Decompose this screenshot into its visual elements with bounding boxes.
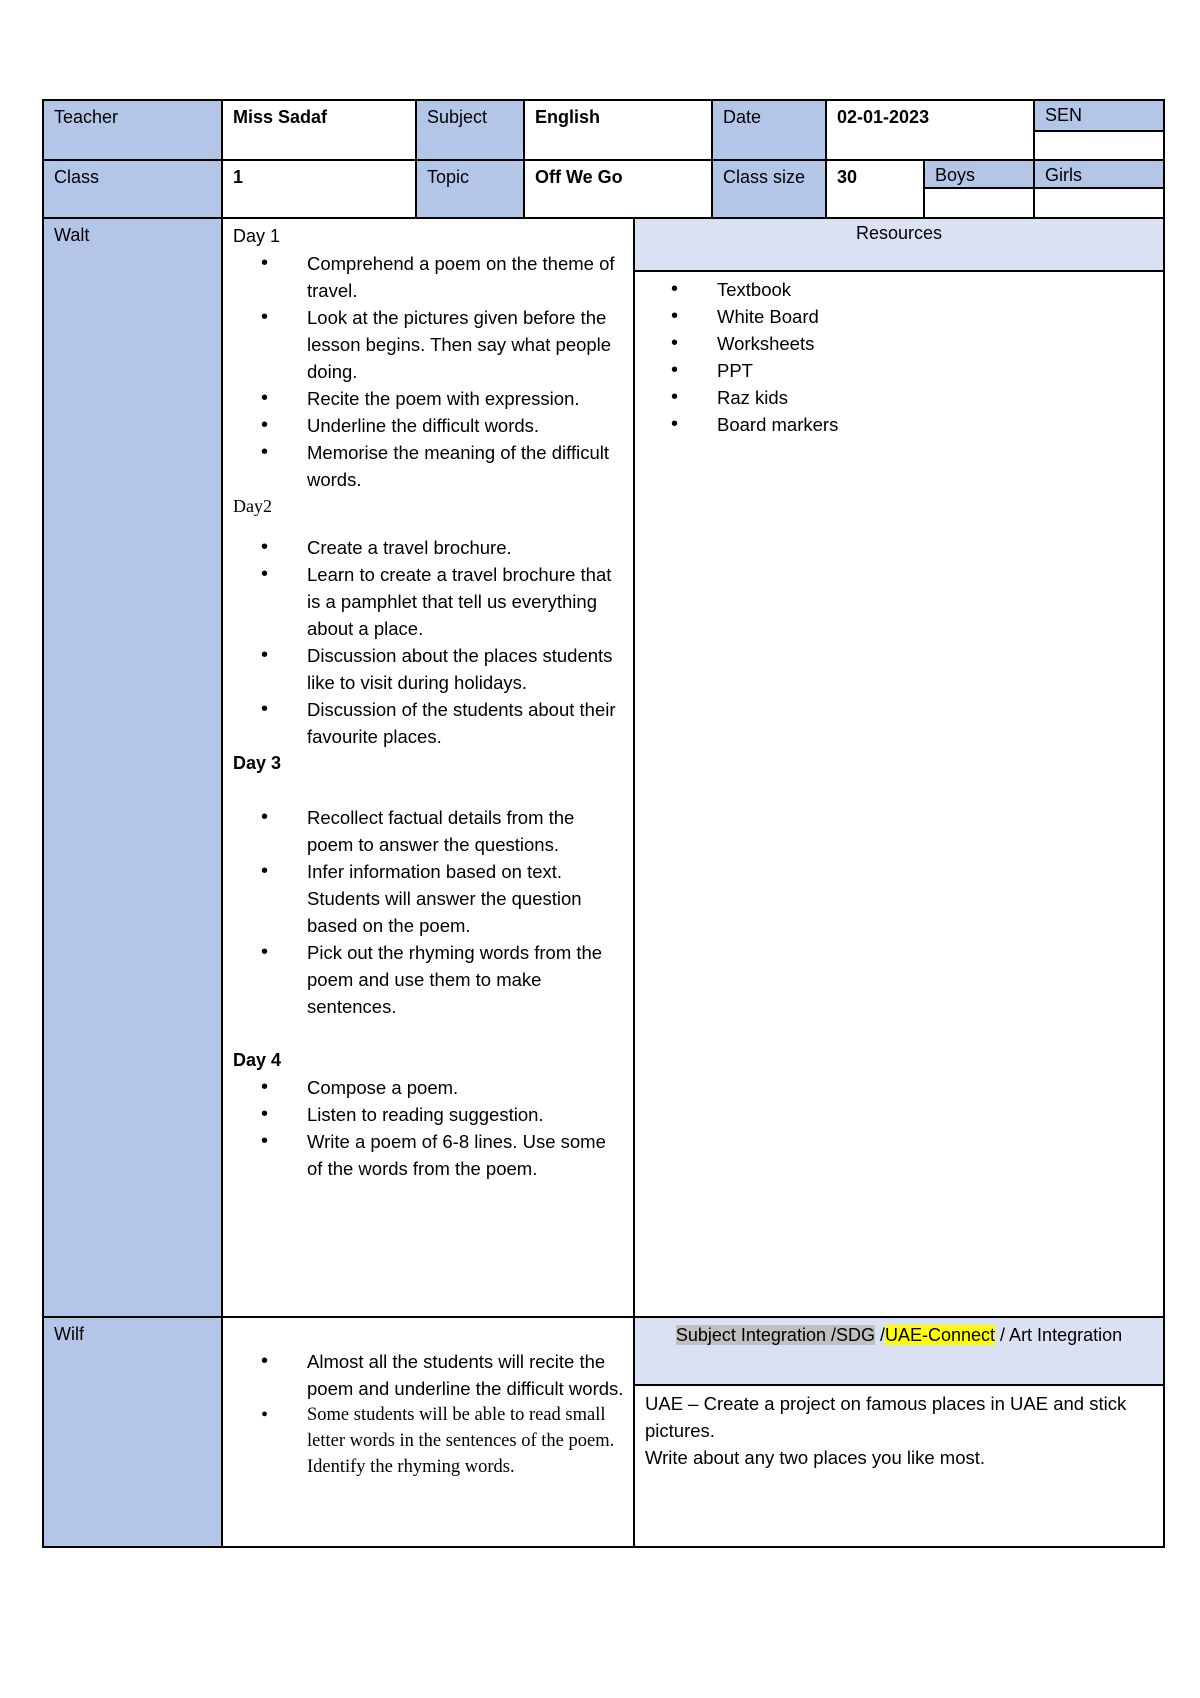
list-item: • Underline the difficult words.: [307, 412, 625, 439]
wilf-list: [233, 1348, 625, 1480]
boys-value: [923, 187, 1035, 219]
class-value: 1: [221, 159, 417, 219]
integration-line-1: UAE – Create a project on famous places in UAE and stick pictures.: [645, 1393, 1127, 1441]
date-value: 02-01-2023: [825, 99, 1035, 161]
list-item: • Pick out the rhyming words from the poem and use them to make sentences.: [307, 939, 625, 1020]
list-item: • Look at the pictures given before the lesson begins. Then say what people doing.: [307, 304, 625, 385]
subject-value: English: [523, 99, 713, 161]
uae-connect-text: UAE-Connect: [884, 1325, 996, 1345]
date-label: Date: [711, 99, 827, 161]
list-item: • Listen to reading suggestion.: [307, 1101, 625, 1128]
list-item: • Comprehend a poem on the theme of travel.: [307, 250, 625, 304]
day2-title: Day2: [233, 496, 272, 516]
list-item: • PPT: [717, 357, 1155, 384]
class-size-label: Class size: [711, 159, 827, 219]
girls-value: [1033, 187, 1165, 219]
integration-header: [633, 1316, 1165, 1386]
list-item: • Recollect factual details from the poem to answer the questions.: [307, 804, 625, 858]
day2-list: [233, 534, 625, 750]
resources-content: [633, 270, 1165, 1318]
day3-title: Day 3: [233, 753, 282, 773]
list-item: • Create a travel brochure.: [307, 534, 625, 561]
list-item: • Infer information based on text. Students will answer the question based on the poem.: [307, 858, 625, 939]
day1-title: Day 1: [233, 226, 281, 246]
list-item: • Write a poem of 6-8 lines. Use some of the words from the poem.: [307, 1128, 625, 1182]
wilf-label: Wilf: [42, 1316, 223, 1548]
walt-label: Walt: [42, 217, 223, 1318]
day4-list: [233, 1074, 625, 1182]
day4-title: Day 4: [233, 1050, 282, 1070]
teacher-label: Teacher: [42, 99, 223, 161]
separator-text: /: [874, 1325, 885, 1345]
subject-label: Subject: [415, 99, 525, 161]
resources-header: Resources: [633, 217, 1165, 272]
list-item: • Discussion about the places students like to visit during holidays.: [307, 642, 625, 696]
day1-list: [233, 250, 625, 493]
walt-content: [221, 217, 635, 1318]
girls-label: Girls: [1033, 159, 1165, 189]
integration-content: [633, 1384, 1165, 1548]
list-item: • Some students will be able to read small letter words in the sentences of the poem. Identify the rhyming words.: [307, 1402, 625, 1480]
list-item: • Memorise the meaning of the difficult words.: [307, 439, 625, 493]
wilf-content: [221, 1316, 635, 1548]
sen-label: SEN: [1033, 99, 1165, 132]
list-item: • Board markers: [717, 411, 1155, 438]
list-item: • Almost all the students will recite the poem and underline the difficult words.: [307, 1348, 625, 1402]
teacher-value: Miss Sadaf: [221, 99, 417, 161]
list-item: • Worksheets: [717, 330, 1155, 357]
list-item: • Discussion of the students about their favourite places.: [307, 696, 625, 750]
resources-list: [643, 276, 1155, 438]
art-integration-text: / Art Integration: [995, 1325, 1123, 1345]
list-item: • Raz kids: [717, 384, 1155, 411]
list-item: • Recite the poem with expression.: [307, 385, 625, 412]
list-item: • Compose a poem.: [307, 1074, 625, 1101]
integration-line-2: Write about any two places you like most.: [645, 1447, 986, 1468]
list-item: • Learn to create a travel brochure that is a pamphlet that tell us everything about a place.: [307, 561, 625, 642]
boys-label: Boys: [923, 159, 1035, 189]
day3-list: [233, 804, 625, 1020]
list-item: • White Board: [717, 303, 1155, 330]
topic-label: Topic: [415, 159, 525, 219]
topic-value: Off We Go: [523, 159, 713, 219]
sen-value: [1033, 130, 1165, 161]
class-label: Class: [42, 159, 223, 219]
class-size-value: 30: [825, 159, 925, 219]
list-item: • Textbook: [717, 276, 1155, 303]
subject-integration-text: Subject Integration /SDG: [675, 1325, 875, 1345]
